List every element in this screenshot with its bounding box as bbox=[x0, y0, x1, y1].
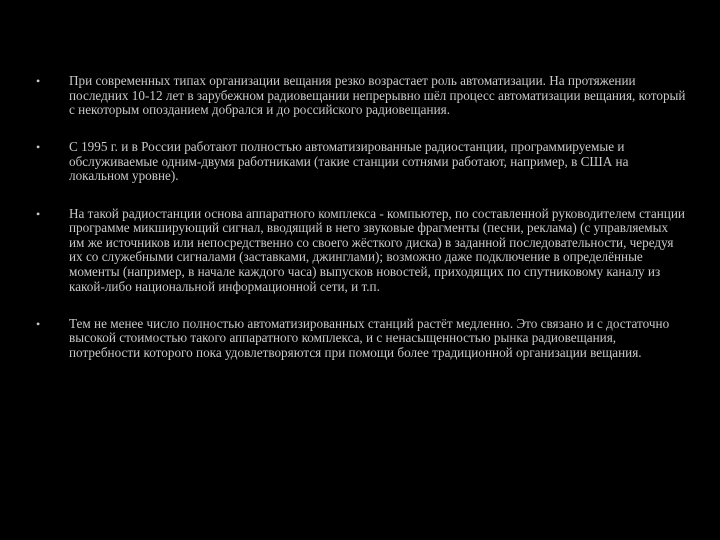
bullet-item bbox=[36, 207, 686, 295]
bullet-marker: • bbox=[36, 140, 41, 155]
bullet-item bbox=[36, 74, 686, 118]
bullet-marker: • bbox=[36, 206, 41, 221]
bullet-item bbox=[36, 317, 686, 361]
bullet-text: При современных типах организации вещания резко возрастает роль автоматизации. На протяжении последних 10-12 лет в зарубежном радиовещании непрерывно шёл процесс автоматизации вещания, который с некоторым опозданием добрался и до российского радиовещания. bbox=[69, 73, 686, 118]
bullet-marker: • bbox=[36, 74, 41, 88]
bullet-text: С 1995 г. и в России работают полностью автоматизированные радиостанции, программируемые и обслуживаемые одним-двумя работниками (такие станции сотнями работают, например, в США на локальном уровне). bbox=[69, 139, 629, 184]
bullet-list bbox=[36, 74, 686, 383]
bullet-item bbox=[36, 140, 686, 184]
bullet-text: Тем не менее число полностью автоматизированных станций растёт медленно. Это связано и с достаточно высокой стоимостью такого аппаратного комплекса, и с ненасыщенностью рынка радиовещания, потребности которого пока удовлетворяются при помощи более традиционной организации вещания. bbox=[69, 315, 670, 360]
bullet-text: На такой радиостанции основа аппаратного комплекса - компьютер, по составленной руководителем станции программе микширующий сигнал, вводящий в него звуковые фрагменты (песни, реклама) (с управляемых им же источников или непосредственно со своего жёсткого диска) в заданной последовательности, чередуя их со служебными сигналами (заставками, джинглами); возможно даже подключение в определённые моменты (например, в начале каждого часа) выпусков новостей, приходящих по спутниковому каналу из какой-либо национальной информационной сети, и т.п. bbox=[69, 205, 685, 294]
bullet-marker: • bbox=[36, 316, 41, 331]
